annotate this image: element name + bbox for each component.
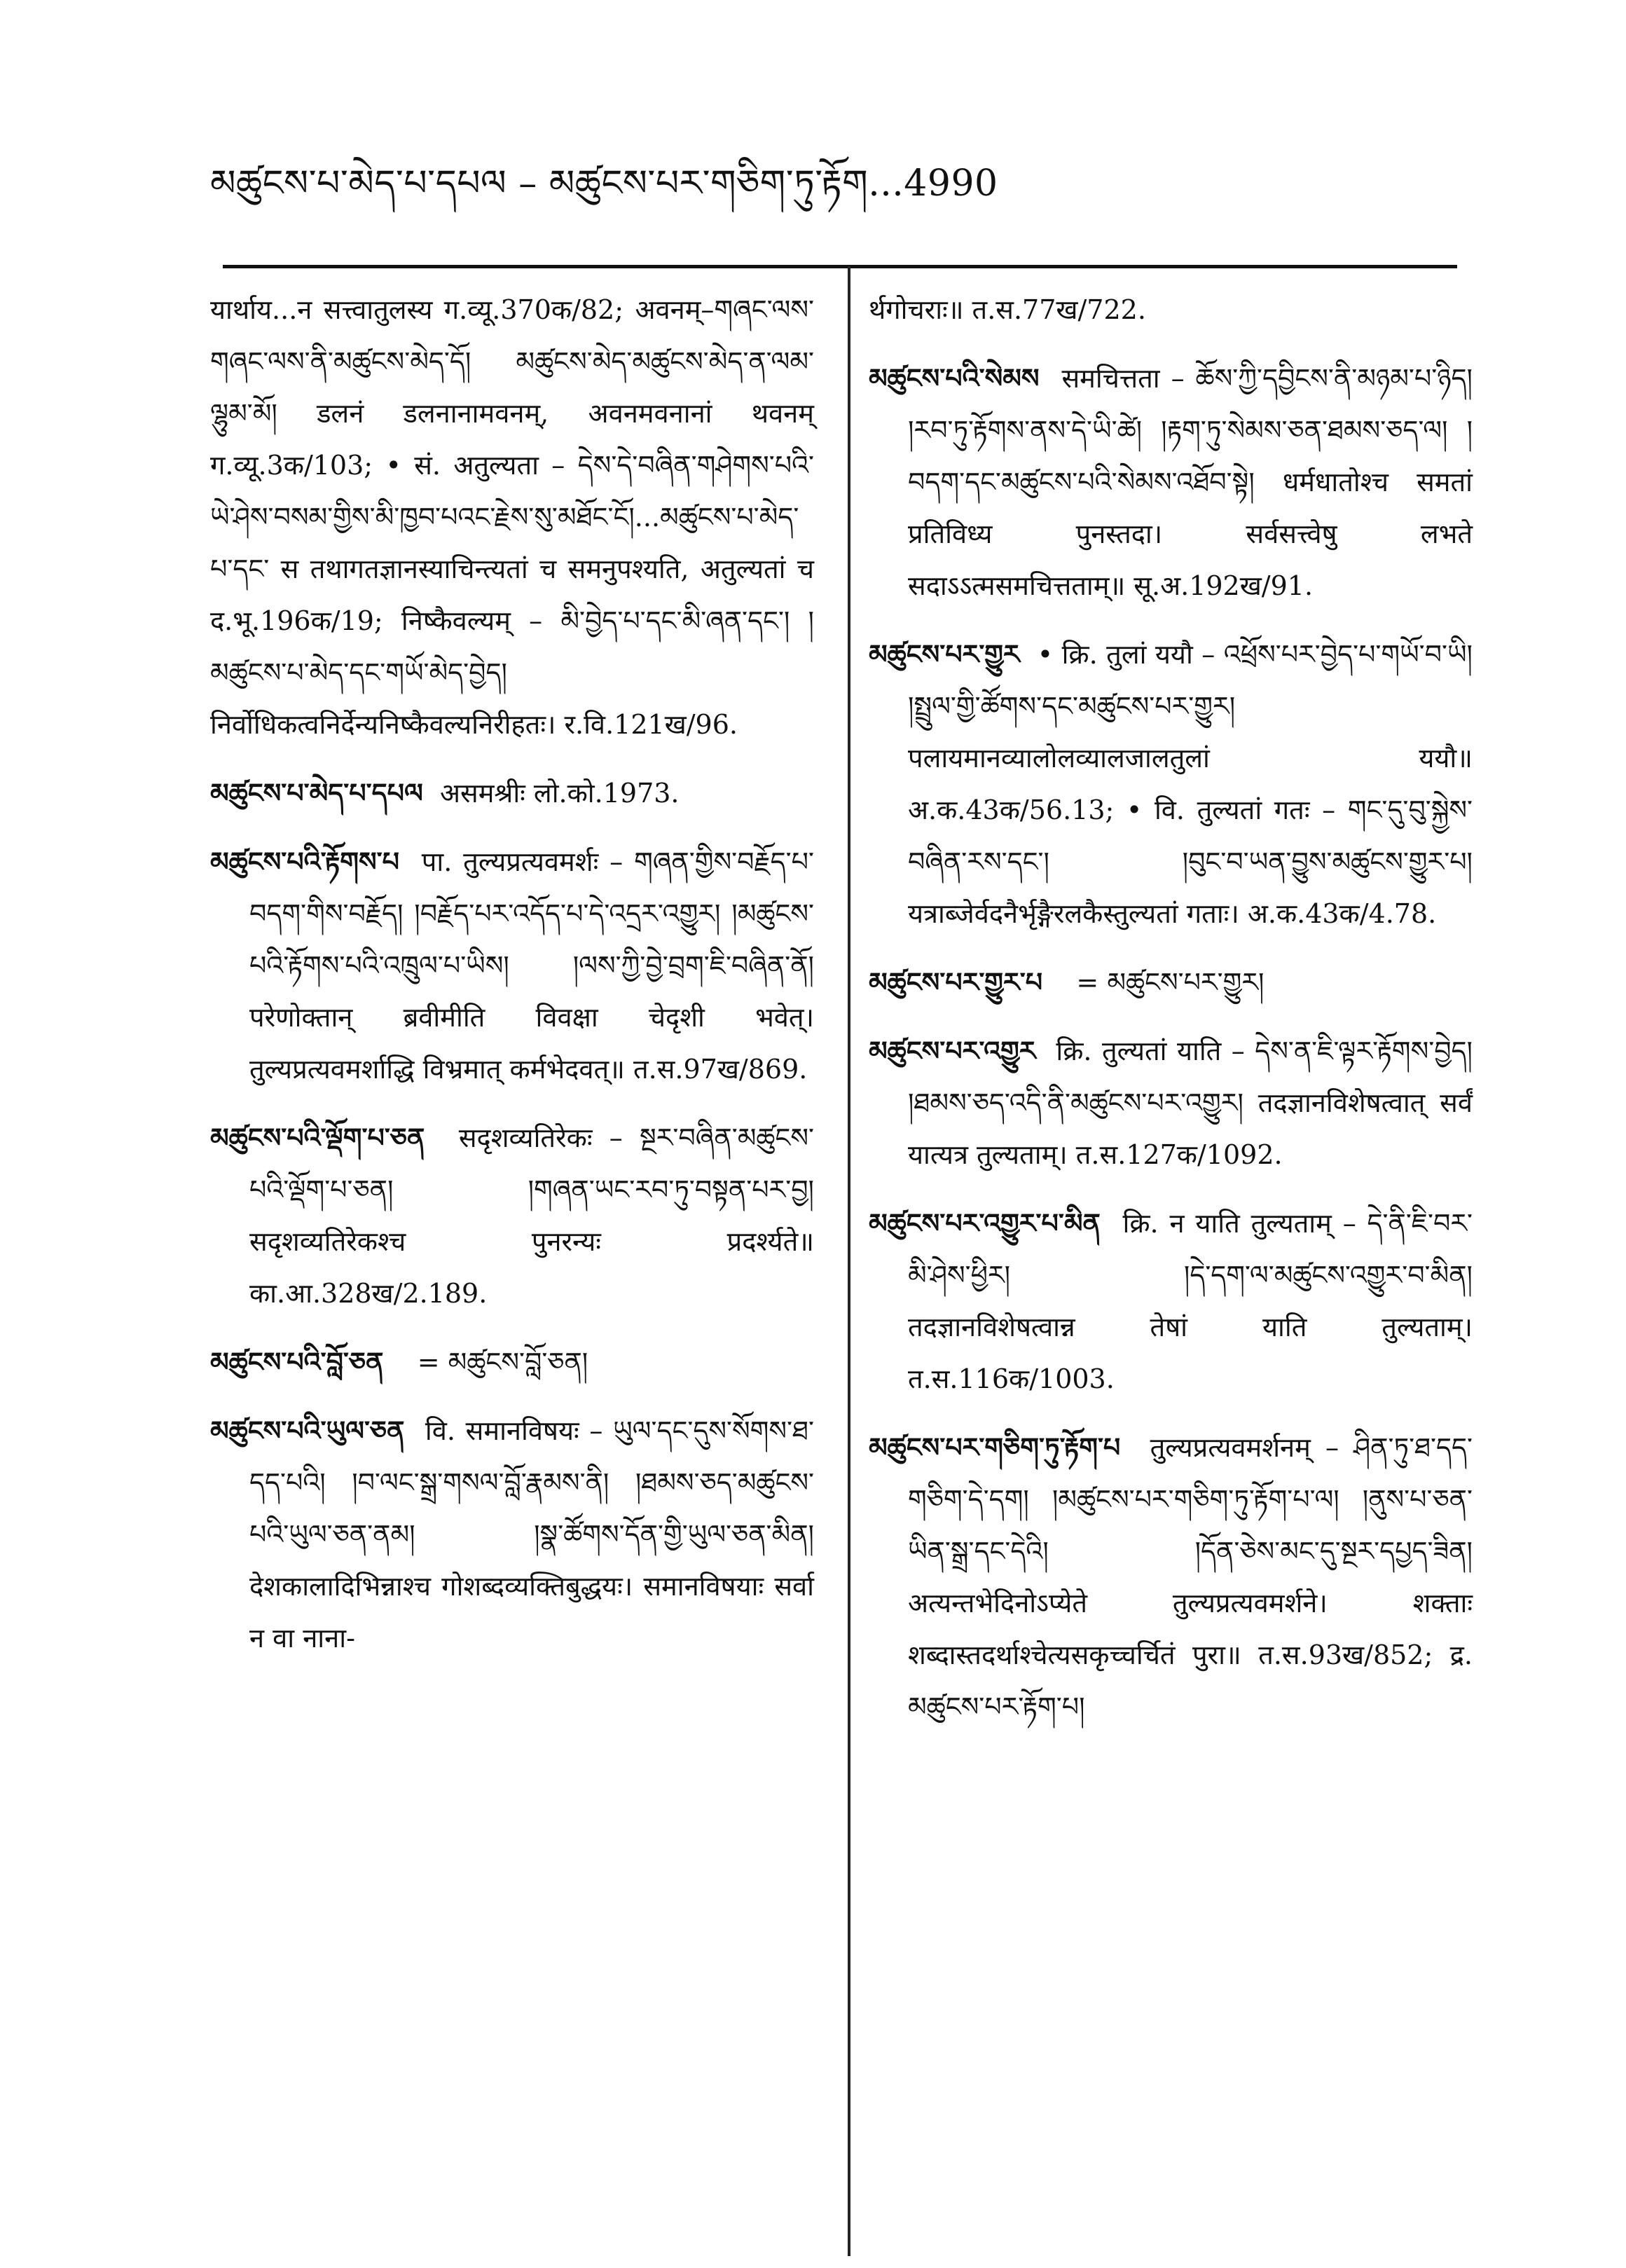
entry-headword: མཚུངས་པའི་ལྡོག་པ་ཅན bbox=[210, 1122, 425, 1153]
entry-text: तुल्यप्रत्यवमर्शनम् – ཤིན་ཏུ་ཐ་དད་གཅིག་དེ་དག། །མཚུངས་པར་གཅིག་ཏུ་རྟོག་པ་ལ། །ནུས་པ་ཅན་ཡིན་སྒྲ་དང་དེའི། །དོན་ཅེས་མང་དུ་སྔར་དཔྱད་ཟིན། अत्यन्तभेदिनोऽप्येते तुल्यप्रत्यवमर्शने। शक्ताः शब्दास्तदर्थाश्चेत्यसकृच्चर्चितं पुरा॥ त.स.93ख/852; द्र. མཚུངས་པར་རྟོག་པ། bbox=[908, 1432, 1473, 1722]
left-column bbox=[210, 284, 814, 1681]
dictionary-entry bbox=[869, 628, 1473, 940]
entry-headword: མཚུངས་པའི་བློ་ཅན bbox=[210, 1346, 384, 1377]
dictionary-entry bbox=[869, 352, 1473, 612]
entry-text: र्थगोचराः॥ त.स.77ख/722. bbox=[869, 294, 1146, 325]
entry-headword: མཚུངས་པར་གྱུར bbox=[869, 638, 1020, 670]
entry-text: पा. तुल्यप्रत्यवमर्शः – གཞན་གྱིས་བརྗོད་པ་བདག་གིས་བརྗོད། །བརྗོད་པར་འདོད་པ་དེ་འདྲར་འགྱུར། །མཚུངས་པའི་རྟོགས་པའི་འཁྲུལ་པ་ཡིས། །ལས་ཀྱི་བྱེ་བྲག་ཇི་བཞིན་ནོ། परेणोक्तान् ब्रवीमीति विवक्षा चेदृशी भवेत्। तुल्यप्रत्यवमर्शाद्धि विभ्रमात् कर्मभेदवत्॥ त.स.97ख/869. bbox=[249, 846, 814, 1085]
entry-text: • क्रि. तुलां ययौ – འཕྲོས་པར་བྱེད་པ་གཡོ་བ་ཡི། །སྤྲུལ་གྱི་ཚོགས་དང་མཚུངས་པར་གྱུར། पलायमानव्यालोलव्यालजालतुलां ययौ॥ अ.क.43क/56.13; • वि. तुल्यतां गतः – གང་དུ་བུ་སྐྱེས་བཞིན་རས་དང་། །བུང་བ་ཡན་བྱུས་མཚུངས་གྱུར་པ། यत्राब्जेर्वदनैर्भृङ्गैरलकैस्तुल्यतां गताः। अ.क.43क/4.78. bbox=[908, 639, 1473, 929]
entry-text: = མཚུངས་པར་གྱུར། bbox=[1076, 967, 1265, 998]
entry-text: असमश्रीः लो.को.1973. bbox=[439, 778, 680, 809]
entry-headword: མཚུངས་པ་མེད་པ་དཔལ bbox=[210, 777, 423, 809]
entry-headword: མཚུངས་པར་གྱུར་པ bbox=[869, 966, 1043, 998]
continuation-text bbox=[210, 284, 814, 750]
dictionary-entry bbox=[210, 1336, 814, 1388]
entry-text: क्रि. न याति तुल्यताम् – དེ་ནི་ཇི་བར་མི་ཤེས་ཕྱིར། །དེ་དག་ལ་མཚུངས་འགྱུར་བ་མིན། तदज्ञानविशेषत्वान्न तेषां याति तुल्यताम्। त.स.116क/1003. bbox=[908, 1208, 1473, 1394]
header-headword-range: མཚུངས་པ་མེད་པ་དཔལ – མཚུངས་པར་གཅིག་ཏུ་རྟོག bbox=[210, 163, 869, 205]
entry-text: समचित्तता – ཆོས་ཀྱི་དབྱིངས་ནི་མཉམ་པ་ཉིད། །རབ་ཏུ་རྟོགས་ནས་དེ་ཡི་ཚེ། །རྟག་ཏུ་སེམས་ཅན་ཐམས་ཅད་ལ། །བདག་དང་མཚུངས་པའི་སེམས་འཐོབ་སྟེ། धर्मधातोश्च समतां प्रतिविध्य पुनस्तदा। सर्वसत्त्वेषु लभते सदाऽऽत्मसमचित्तताम्॥ सू.अ.192ख/91. bbox=[908, 363, 1473, 601]
entry-headword: མཚུངས་པར་འགྱུར bbox=[869, 1035, 1036, 1066]
dictionary-entry bbox=[210, 1112, 814, 1319]
column-divider bbox=[848, 266, 850, 2256]
entry-headword: མཚུངས་པར་གཅིག་ཏུ་རྟོག་པ bbox=[869, 1431, 1121, 1463]
dictionary-entry bbox=[210, 836, 814, 1095]
entry-headword: མཚུངས་པའི་སེམས bbox=[869, 362, 1040, 394]
dictionary-entry bbox=[869, 956, 1473, 1008]
running-header bbox=[210, 156, 1471, 212]
entry-text: यार्थाय...न सत्त्वातुलस्य ग.व्यू.370क/82; अवनम्–གཞང་ལས་གཞང་ལས་ནི་མཚུངས་མེད་དོ། མཚུངས་མེད་མཚུངས་མེད་ན་ལམ་ལྷུམ་མོ། डलनं डलनानामवनम्, अवनमवनानां थवनम् ग.व्यू.3क/103; • सं. अतुल्यता – དེས་དེ་བཞིན་གཤེགས་པའི་ཡེ་ཤེས་བསམ་གྱིས་མི་ཁྱབ་པའང་རྗེས་སུ་མཐོང་ངོ།...མཚུངས་པ་མེད་པ་དང་ स तथागतज्ञानस्याचिन्त्यतां च समनुपश्यति, अतुल्यतां च द.भू.196क/19; निष्कैवल्यम् – མི་བྱེད་པ་དང་མི་ཞན་དང་། །མཚུངས་པ་མེད་དང་གཡོ་མེད་བྱེད། निर्वोधिकत्वनिर्देन्यनिष्कैवल्यनिरीहतः। र.वि.121ख/96. bbox=[210, 294, 814, 740]
entry-text: सदृशव्यतिरेकः – སྔར་བཞིན་མཚུངས་པའི་ལྡོག་པ་ཅན། །གཞན་ཡང་རབ་ཏུ་བསྟན་པར་བྱ། सदृशव्यतिरेकश्च पुनरन्यः प्रदर्श्यते॥ का.आ.328ख/2.189. bbox=[249, 1122, 814, 1309]
entry-text: क्रि. तुल्यतां याति – དེས་ན་ཇི་ལྟར་རྟོགས་བྱེད། །ཐམས་ཅད་འདི་ནི་མཚུངས་པར་འགྱུར། तदज्ञानविशेषत्वात् सर्वं यात्यत्र तुल्यताम्। त.स.127क/1092. bbox=[908, 1036, 1473, 1170]
dictionary-entry bbox=[869, 1025, 1473, 1181]
dictionary-entry bbox=[210, 1405, 814, 1664]
dictionary-entry bbox=[869, 1197, 1473, 1405]
entry-headword: མཚུངས་པའི་རྟོགས་པ bbox=[210, 846, 399, 877]
entry-headword: མཚུངས་པའི་ཡུལ་ཅན bbox=[210, 1415, 405, 1446]
dictionary-entry bbox=[869, 1422, 1473, 1733]
entry-text: वि. समानविषयः – ཡུལ་དང་དུས་སོགས་ཐ་དད་པའི། །བ་ལང་སྒྲ་གསལ་བློ་རྣམས་ནི། །ཐམས་ཅད་མཚུངས་པའི་ཡུལ་ཅན་ནམ། །སྣ་ཚོགས་དོན་གྱི་ཡུལ་ཅན་མིན། देशकालादिभिन्नाश्च गोशब्दव्यक्तिबुद्धयः। समानविषयाः सर्वा न वा नाना- bbox=[249, 1415, 814, 1654]
right-column bbox=[869, 284, 1473, 1750]
dictionary-entry bbox=[210, 767, 814, 819]
continuation-text bbox=[869, 284, 1473, 336]
entry-headword: མཚུངས་པར་འགྱུར་པ་མིན bbox=[869, 1207, 1101, 1239]
header-page-marker: ...4990 bbox=[868, 163, 998, 205]
entry-text: = མཚུངས་བློ་ཅན། bbox=[417, 1347, 588, 1377]
header-rule bbox=[223, 265, 1457, 268]
